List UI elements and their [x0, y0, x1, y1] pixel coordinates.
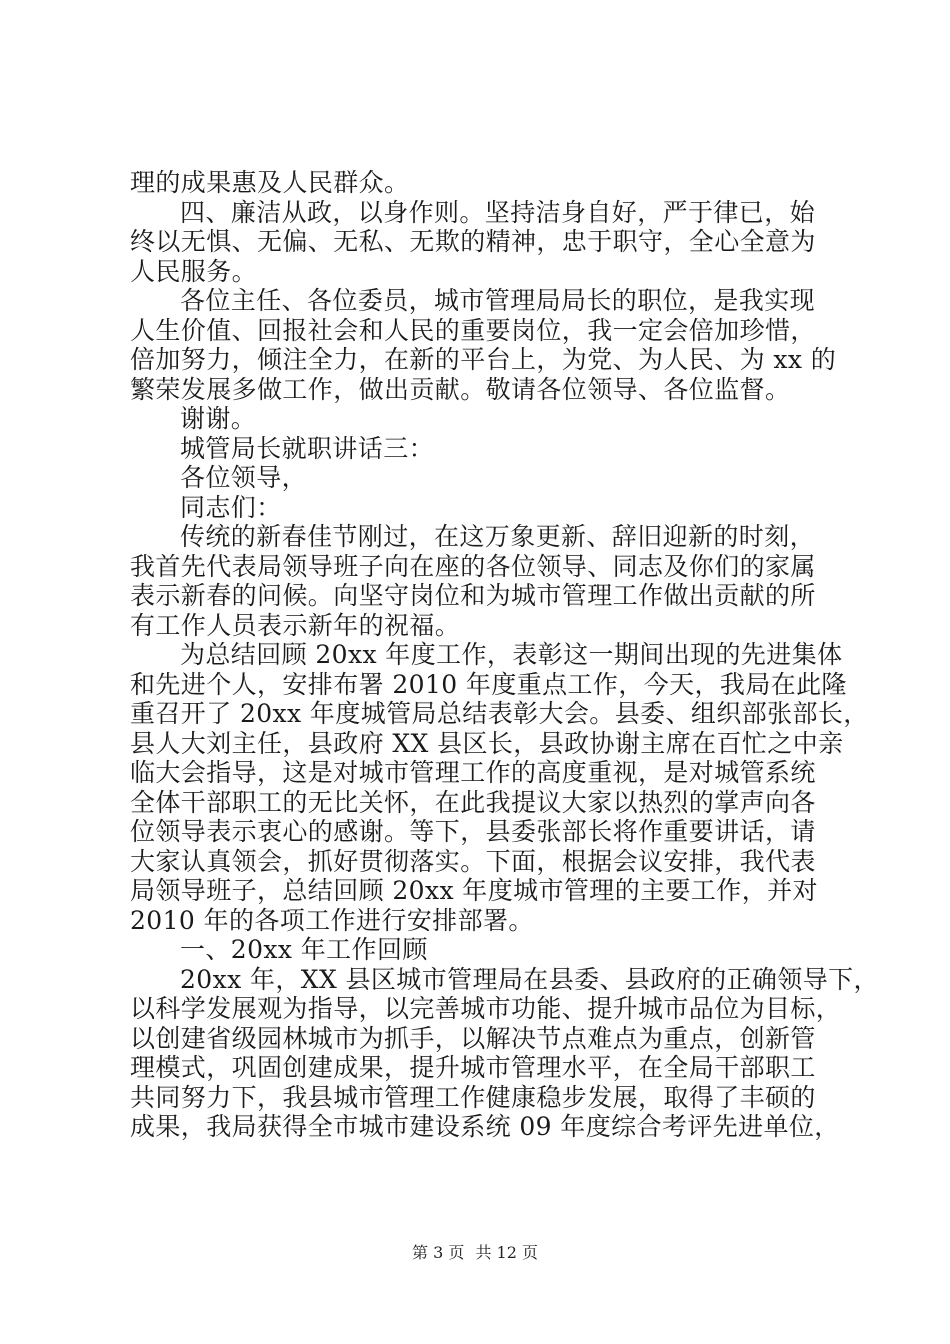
text-line: 人生价值、回报社会和人民的重要岗位，我一定会倍加珍惜，	[130, 315, 816, 345]
page-number: 第 3 页	[412, 1243, 465, 1262]
text-line: 人民服务。	[130, 256, 258, 286]
text-line: 20xx 年，XX 县区城市管理局在县委、县政府的正确领导下，	[180, 964, 879, 994]
text-line: 为总结回顾 20xx 年度工作，表彰这一期间出现的先进集体	[180, 640, 843, 669]
text-line: 和先进个人，安排布署 2010 年度重点工作，今天，我局在此隆	[130, 669, 847, 699]
text-line: 以创建省级园林城市为抓手，以解决节点难点为重点，创新管	[130, 1023, 816, 1053]
text-line: 谢谢。	[180, 404, 257, 433]
section-heading: 一、20xx 年工作回顾	[180, 935, 428, 964]
text-line: 繁荣发展多做工作，做出贡献。敬请各位领导、各位监督。	[130, 374, 791, 404]
text-line: 县人大刘主任，县政府 XX 县区长，县政协谢主席在百忙之中亲	[130, 728, 844, 758]
salutation: 同志们：	[180, 492, 282, 522]
salutation: 各位领导，	[180, 463, 308, 492]
text-line: 位领导表示衷心的感谢。等下，县委张部长将作重要讲话，请	[130, 817, 816, 846]
text-line: 有工作人员表示新年的祝福。	[130, 610, 461, 640]
text-line: 四、廉洁从政，以身作则。坚持洁身自好，严于律已，始	[180, 197, 816, 227]
body-text	[130, 168, 879, 1142]
text-line: 成果，我局获得全市城市建设系统 09 年度综合考评先进单位，	[130, 1112, 840, 1141]
text-line: 我首先代表局领导班子向在座的各位领导、同志及你们的家属	[130, 551, 816, 581]
text-line: 大家认真领会，抓好贯彻落实。下面，根据会议安排，我代表	[130, 846, 816, 876]
text-line: 以科学发展观为指导，以完善城市功能、提升城市品位为目标，	[130, 994, 842, 1023]
text-line: 全体干部职工的无比关怀，在此我提议大家以热烈的掌声向各	[130, 787, 816, 817]
text-line: 各位主任、各位委员，城市管理局局长的职位，是我实现	[180, 286, 816, 315]
page-footer	[0, 1243, 950, 1263]
text-line: 倍加努力，倾注全力，在新的平台上，为党、为人民、为 xx 的	[130, 345, 837, 374]
text-line: 临大会指导，这是对城市管理工作的高度重视，是对城管系统	[130, 758, 816, 787]
section-heading: 城管局长就职讲话三：	[180, 433, 435, 463]
text-line: 局领导班子，总结回顾 20xx 年度城市管理的主要工作，并对	[130, 876, 818, 905]
text-line: 理的成果惠及人民群众。	[130, 168, 410, 197]
page-total: 共 12 页	[475, 1243, 538, 1262]
text-line: 重召开了 20xx 年度城管局总结表彰大会。县委、组织部张部长，	[130, 699, 869, 728]
text-line: 共同努力下，我县城市管理工作健康稳步发展，取得了丰硕的	[130, 1082, 816, 1112]
text-line: 2010 年的各项工作进行安排部署。	[130, 905, 534, 935]
text-line: 传统的新春佳节刚过，在这万象更新、辞旧迎新的时刻，	[180, 522, 816, 551]
text-line: 表示新春的问候。向坚守岗位和为城市管理工作做出贡献的所	[130, 581, 816, 610]
text-line: 终以无惧、无偏、无私、无欺的精神，忠于职守，全心全意为	[130, 227, 816, 256]
text-line: 理模式，巩固创建成果，提升城市管理水平，在全局干部职工	[130, 1053, 816, 1082]
